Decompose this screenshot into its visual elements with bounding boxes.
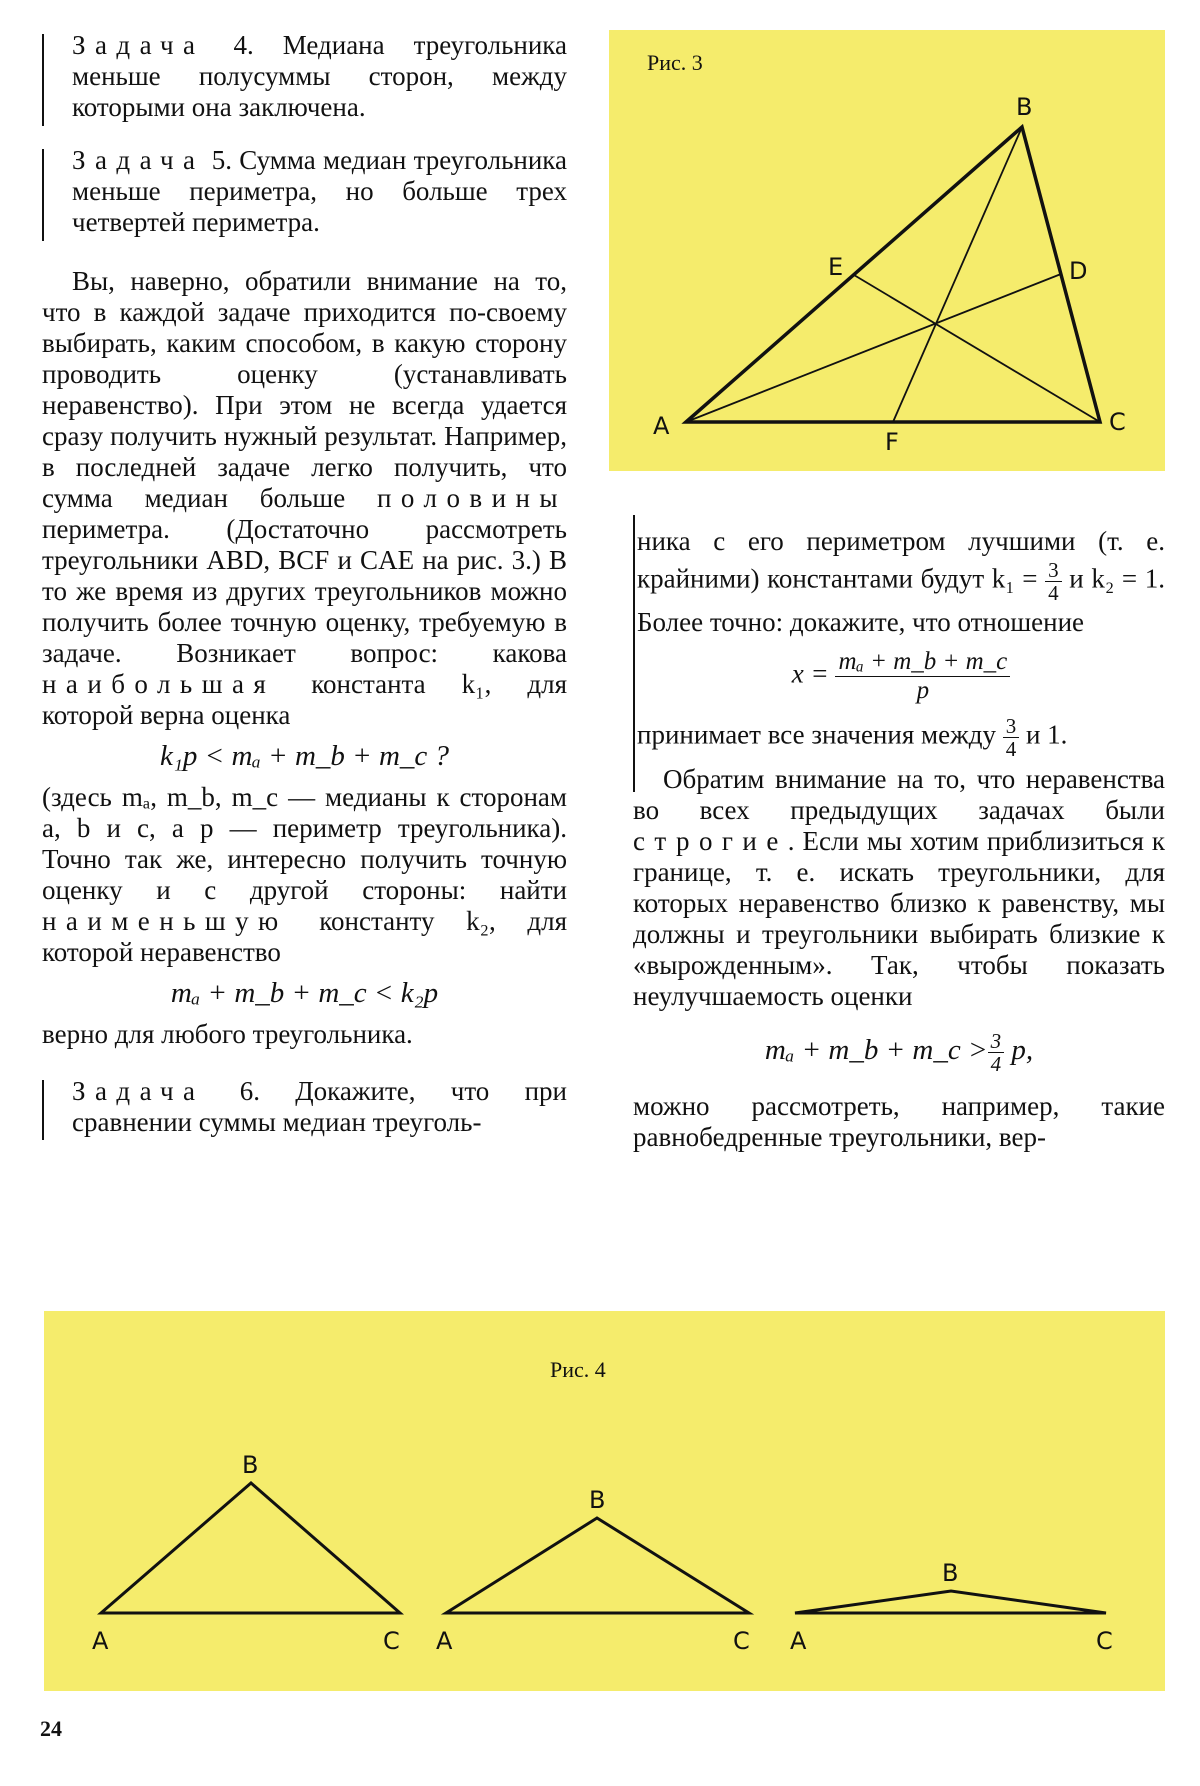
paragraph-5: можно рассмотреть, например, такие равнобедренные треугольники, вер- xyxy=(633,1091,1165,1152)
fraction-three-quarters-2 xyxy=(1003,715,1020,760)
fig4-t1-label-c: C xyxy=(383,1627,400,1655)
paragraph-4-part-a: Обратим внимание на то, что неравенства во всех предыдущих задачах были xyxy=(633,764,1165,825)
paragraph-3: верно для любого треугольника. xyxy=(42,1019,413,1049)
task-4-text: 4. Медиана треугольника меньше полусуммы сторон, между которыми она заключена. xyxy=(72,30,567,122)
formula-x-lhs: x = xyxy=(791,658,829,689)
formula-x-fraction xyxy=(835,648,1010,705)
fig3-label-d: D xyxy=(1069,257,1088,285)
formula-3-rhs: p, xyxy=(1011,1034,1034,1067)
task-6-text: 6. Докажите, что при сравнении суммы медиан треуголь- xyxy=(72,1076,567,1137)
fig4-triangle-3 xyxy=(795,1591,1106,1613)
formula-3-lhs: mₐ + m_b + m_c > xyxy=(764,1034,988,1067)
task-6-continued xyxy=(633,523,1165,760)
task-6-label: Задача xyxy=(72,1076,205,1106)
fig3-label-f: F xyxy=(885,428,899,456)
task-6 xyxy=(42,1076,567,1138)
formula-x-denominator: p xyxy=(916,677,930,704)
median-b-f xyxy=(893,127,1022,422)
fig3-label-c: C xyxy=(1109,408,1126,436)
formula-k1: k₁p < mₐ + m_b + m_c ? xyxy=(159,740,450,772)
paragraph-2-part-a: (здесь mₐ, m_b, m_c — медианы к сторонам a, b и c, а p — периметр треугольника). Точно так же, интересно получить точную оценку и с другой стороны: найти xyxy=(42,782,567,905)
formula-3-fraction xyxy=(988,1030,1005,1075)
task-4-label: Задача xyxy=(72,30,205,60)
task-6-cont-c-end: и 1. xyxy=(1025,719,1068,750)
fig4-t1-label-b: B xyxy=(242,1451,259,1479)
figure-4 xyxy=(44,1311,1165,1691)
fig4-t2-label-b: B xyxy=(589,1486,606,1514)
paragraph-1-part-a: Вы, наверно, обратили внимание на то, что в каждой задаче приходится по-своему выбирать, каким способом, в какую сторону проводить оценку (устанавливать неравенство). При этом не всегда удается сразу получить нужный результат. Например, в последней задаче легко получить, что сумма медиан больше xyxy=(42,266,567,513)
task-6-cont-b: и k₂ = 1. Более точно: докажите, что отношение xyxy=(637,563,1166,637)
paragraph-4-part-b: . Если мы хотим приблизиться к границе, т. е. искать треугольники, для которых неравенство близко к равенству, мы должны и треугольники выбирать близкие к «вырожденным». Так, чтобы показать неулучшаемость оценки xyxy=(633,826,1165,1011)
fig4-t2-label-c: C xyxy=(733,1627,750,1655)
formula-lower-bound xyxy=(633,1030,1165,1075)
right-column xyxy=(633,523,1165,1153)
fig3-label-b: B xyxy=(1016,93,1033,121)
figure-3 xyxy=(609,30,1165,471)
paragraph-1-part-b: периметра. (Достаточно рассмотреть треугольники ABD, BCF и CAE на рис. 3.) В то же время из других треугольников можно получить более точную оценку, требуемую в задаче. Возникает вопрос: какова xyxy=(42,514,567,668)
formula-x-numerator: mₐ + m_b + m_c xyxy=(835,648,1010,677)
figure-4-diagram xyxy=(44,1311,1165,1691)
fig4-t3-label-a: A xyxy=(790,1627,807,1655)
page-number: 24 xyxy=(40,1716,62,1741)
paragraph-4 xyxy=(633,764,1165,1012)
median-c-e xyxy=(854,275,1100,422)
emphasis-naibolshaya: наибольшая xyxy=(42,669,276,699)
median-a-d xyxy=(686,274,1061,422)
fig4-t1-label-a: A xyxy=(92,1627,109,1655)
task-6-cont-a: ника с его периметром лучшими (т. е. крайними) константами будут k₁ = xyxy=(637,526,1165,594)
triangle-abc xyxy=(686,127,1100,422)
figure-4-caption: Рис. 4 xyxy=(550,1357,606,1382)
emphasis-polovina: половины xyxy=(377,483,567,513)
task-5 xyxy=(42,145,567,238)
fraction-numerator-2: 3 xyxy=(1003,715,1020,738)
formula-3-numerator: 3 xyxy=(988,1030,1005,1053)
formula-3-denominator: 4 xyxy=(990,1052,1002,1076)
fig3-label-a: A xyxy=(653,412,670,440)
task-6-cont-c: принимает все значения между xyxy=(637,719,996,750)
fraction-numerator: 3 xyxy=(1045,559,1062,582)
paragraph-1 xyxy=(42,266,567,731)
left-column xyxy=(42,30,567,1138)
paragraph-1-part-c: константа k₁, для которой верна оценка xyxy=(42,669,567,730)
task-5-label: Задача xyxy=(72,145,205,175)
fraction-denominator: 4 xyxy=(1048,581,1059,605)
fig4-t2-label-a: A xyxy=(436,1627,453,1655)
figure-3-caption: Рис. 3 xyxy=(647,50,703,75)
fig4-triangle-2 xyxy=(446,1518,749,1613)
formula-k2: mₐ + m_b + m_c < k₂p xyxy=(170,977,439,1009)
fig4-t3-label-c: C xyxy=(1096,1627,1113,1655)
emphasis-naimenshuyu: наименьшую xyxy=(42,906,288,936)
paragraph-2-part-b: константу k₂, для которой неравенство xyxy=(42,906,567,967)
paragraph-2 xyxy=(42,782,567,968)
task-5-text: 5. Сумма медиан треугольника меньше периметра, но больше трех четвертей периметра. xyxy=(72,145,567,237)
fraction-denominator-2: 4 xyxy=(1005,737,1017,761)
formula-x xyxy=(637,648,1165,705)
fraction-three-quarters xyxy=(1045,559,1062,604)
fig3-label-e: E xyxy=(828,253,844,281)
task-4 xyxy=(42,30,567,123)
fig4-triangle-1 xyxy=(101,1483,400,1613)
figure-3-diagram xyxy=(609,30,1165,471)
emphasis-strogie: строгие xyxy=(633,826,788,856)
fig4-t3-label-b: B xyxy=(942,1559,959,1587)
